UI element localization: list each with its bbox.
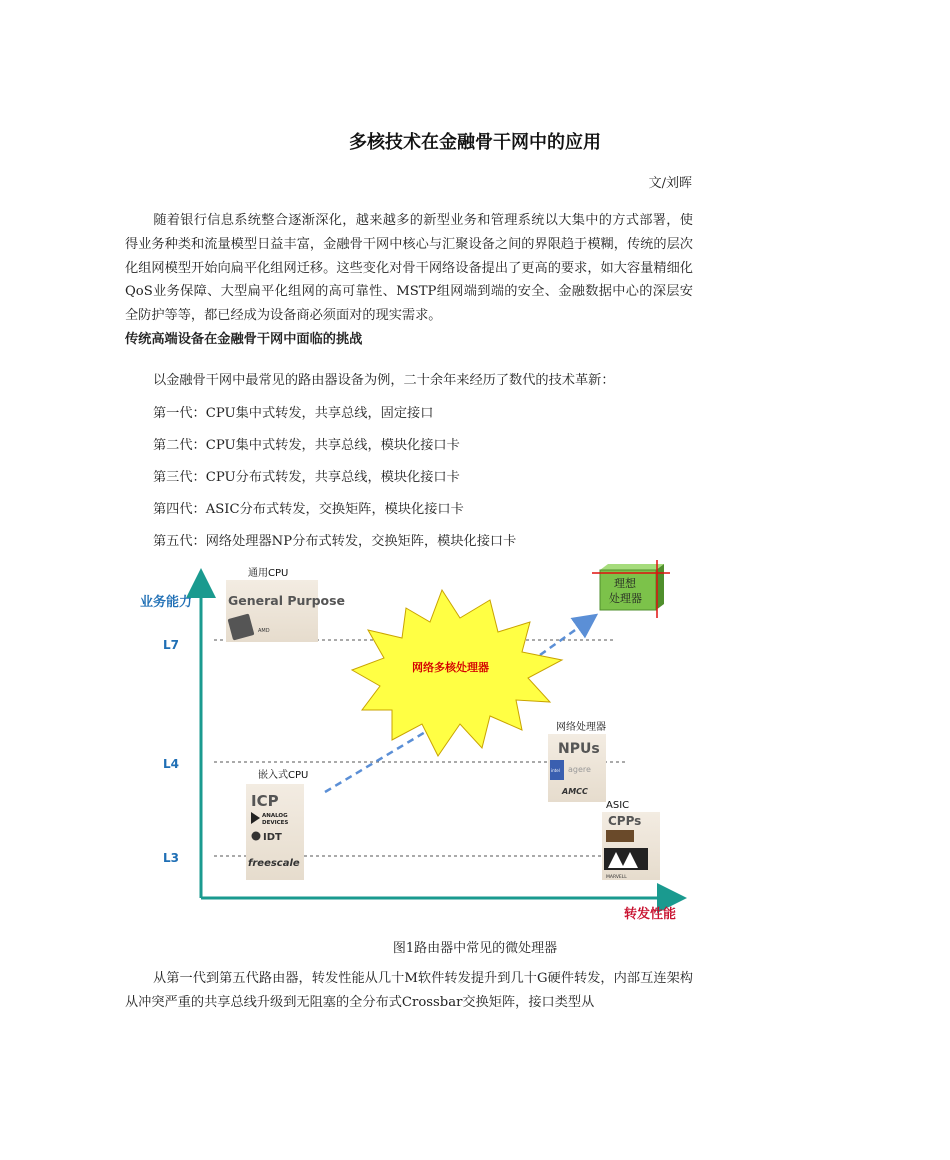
embedded-cpu-caption: 嵌入式CPU <box>258 770 309 781</box>
general-purpose-text: General Purpose <box>228 593 346 608</box>
generation-item: 第一代：CPU集中式转发，共享总线，固定接口 <box>153 406 434 421</box>
lead-sentence: 以金融骨干网中最常见的路由器设备为例，二十余年来经历了数代的技术革新： <box>153 373 615 388</box>
document-title: 多核技术在金融骨干网中的应用 <box>349 132 601 153</box>
closing-paragraph <box>125 967 693 1015</box>
asic-box <box>602 812 660 880</box>
amcc-logo-text: AMCC <box>562 787 588 796</box>
freescale-logo-text: freescale <box>248 858 300 869</box>
embedded-cpu-box <box>246 784 304 880</box>
ideal-processor-box <box>592 560 670 618</box>
intel-logo-text: intel <box>551 768 560 773</box>
asic-text: CPPs <box>608 814 642 828</box>
burst-label: 网络多核处理器 <box>412 661 489 674</box>
general-purpose-box <box>226 580 345 642</box>
marvell-logo-text: MARVELL <box>606 875 627 880</box>
section-heading: 传统高端设备在金融骨干网中面临的挑战 <box>125 332 363 347</box>
npu-box <box>548 734 606 802</box>
level-label-l7: L7 <box>163 638 179 652</box>
general-cpu-caption: 通用CPU <box>248 568 289 579</box>
asic-caption: ASIC <box>606 800 630 811</box>
icp-logo: ICP <box>251 792 279 810</box>
processor-figure <box>130 560 690 930</box>
generation-item: 第四代：ASIC分布式转发，交换矩阵，模块化接口卡 <box>153 502 464 517</box>
intro-paragraph <box>125 209 693 328</box>
generation-item: 第二代：CPU集中式转发，共享总线，模块化接口卡 <box>153 438 460 453</box>
closing-text: 从第一代到第五代路由器，转发性能从几十M软件转发提升到几十G硬件转发，内部互连架构从冲突严重的共享总线升级到无阻塞的全分布式Crossbar交换矩阵，接口类型从 <box>125 971 693 1010</box>
trend-arrow-upper <box>540 618 592 655</box>
ideal-label-2: 处理器 <box>609 592 642 605</box>
x-axis-label: 转发性能 <box>624 907 677 922</box>
chip-label: AMD <box>258 628 270 634</box>
agere-logo-text: agere <box>568 765 591 774</box>
level-label-l4: L4 <box>163 757 179 771</box>
analog-logo-text: ANALOG <box>262 813 288 819</box>
idt-icon <box>252 832 261 841</box>
generation-item: 第三代：CPU分布式转发，共享总线，模块化接口卡 <box>153 470 460 485</box>
asic-chip-icon <box>606 830 634 842</box>
idt-logo-text: IDT <box>263 832 282 843</box>
generation-item: 第五代：网络处理器NP分布式转发，交换矩阵，模块化接口卡 <box>153 534 517 549</box>
level-label-l3: L3 <box>163 851 179 865</box>
devices-logo-text: DEVICES <box>262 820 289 826</box>
npu-text: NPUs <box>558 741 600 757</box>
intro-text: 随着银行信息系统整合逐渐深化，越来越多的新型业务和管理系统以大集中的方式部署，使得业务种类和流量模型日益丰富，金融骨干网中核心与汇聚设备之间的界限趋于模糊，传统的层次化组网模型开始向扁平化组网迁移。这些变化对骨干网络设备提出了更高的要求，如大容量精细化QoS业务保障、大型扁平化组网的高可靠性、MSTP组网端到端的安全、金融数据中心的深层安全防护等等，都已经成为设备商必须面对的现实需求。 <box>125 213 693 324</box>
y-axis-label: 业务能力 <box>140 595 193 610</box>
figure-caption: 图1路由器中常见的微处理器 <box>392 941 558 956</box>
npu-caption: 网络处理器 <box>556 722 606 733</box>
author-line: 文/刘晖 <box>648 176 692 191</box>
ideal-label-1: 理想 <box>614 577 636 590</box>
trend-arrow <box>325 722 442 792</box>
